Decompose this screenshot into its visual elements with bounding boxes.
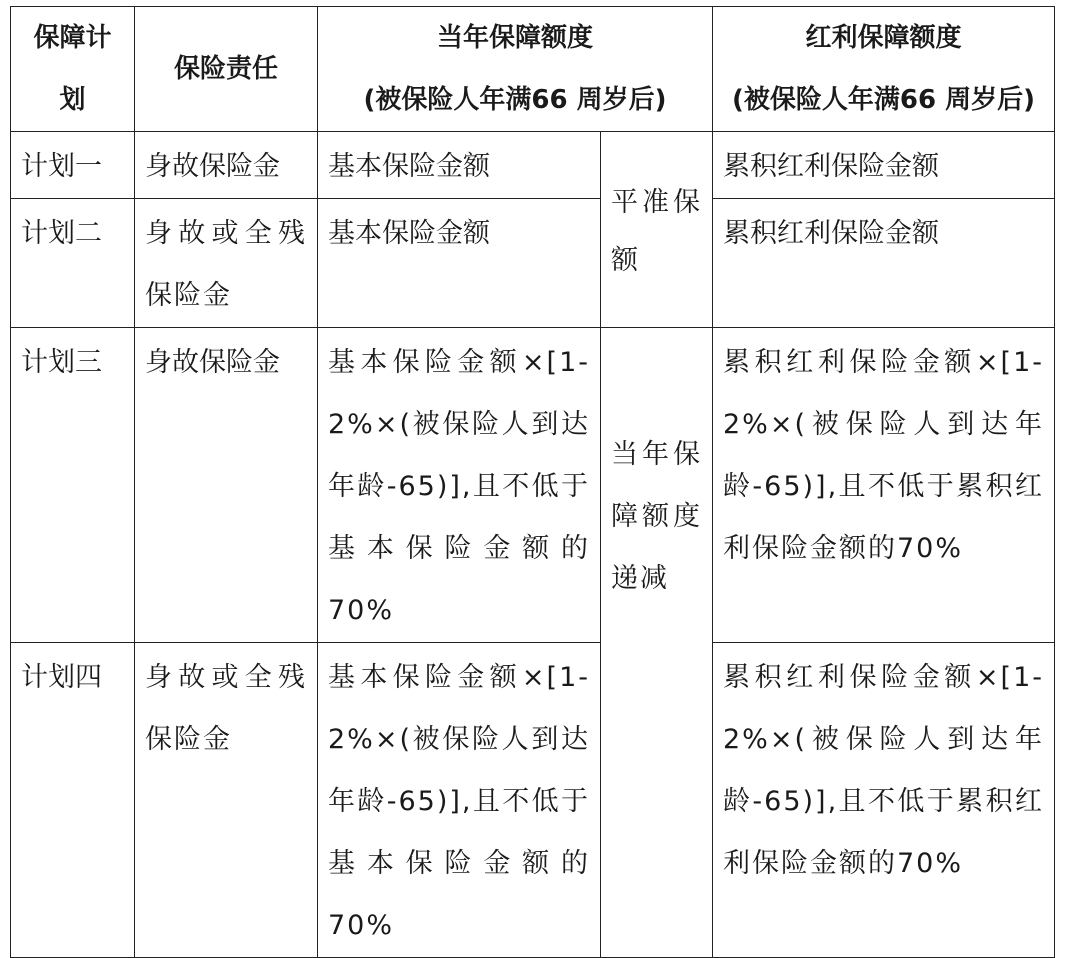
liability-cell: 身故或全残保险金: [135, 643, 318, 958]
current-coverage-cell: 基本保险金额: [318, 132, 601, 199]
plan-cell: 计划三: [11, 328, 135, 643]
plan-cell: 计划四: [11, 643, 135, 958]
table-row: [11, 328, 1055, 643]
header-plan: [11, 7, 135, 132]
header-current-coverage: [318, 7, 713, 132]
header-plan-text: 保障计划: [33, 23, 112, 115]
current-coverage-cell: 基本保险金额×[1-2%×(被保险人到达年龄-65)],且不低于基本保险金额的70%: [318, 643, 601, 958]
header-row: [11, 7, 1055, 132]
bonus-coverage-cell: 累积红利保险金额×[1-2%×(被保险人到达年龄-65)],且不低于累积红利保险金额的70%: [713, 328, 1055, 643]
level-coverage-text: 平准保额: [611, 186, 702, 276]
level-coverage-merged-cell: [601, 132, 713, 328]
header-liability-text: 保险责任: [173, 54, 278, 84]
coverage-table: [10, 6, 1055, 958]
coverage-table-container: [10, 6, 1055, 958]
liability-cell: 身故或全残保险金: [135, 199, 318, 328]
header-current-sub: (被保险人年满66 周岁后): [363, 85, 667, 115]
bonus-coverage-cell: 累积红利保险金额×[1-2%×(被保险人到达年龄-65)],且不低于累积红利保险金额的70%: [713, 643, 1055, 958]
header-liability: [135, 7, 318, 132]
header-bonus-coverage: [713, 7, 1055, 132]
bonus-coverage-cell: 累积红利保险金额: [713, 132, 1055, 199]
table-row: [11, 132, 1055, 199]
header-bonus-title: 红利保障额度: [805, 23, 962, 53]
current-coverage-cell: 基本保险金额: [318, 199, 601, 328]
liability-cell: 身故保险金: [135, 132, 318, 199]
plan-cell: 计划二: [11, 199, 135, 328]
current-coverage-cell: 基本保险金额×[1-2%×(被保险人到达年龄-65)],且不低于基本保险金额的70%: [318, 328, 601, 643]
table-row: [11, 643, 1055, 958]
header-current-title: 当年保障额度: [436, 23, 593, 53]
decreasing-coverage-text: 当年保障额度递减: [611, 439, 702, 594]
decreasing-coverage-merged-cell: [601, 328, 713, 958]
plan-cell: 计划一: [11, 132, 135, 199]
table-row: [11, 199, 1055, 328]
bonus-coverage-cell: 累积红利保险金额: [713, 199, 1055, 328]
liability-cell: 身故保险金: [135, 328, 318, 643]
header-bonus-sub: (被保险人年满66 周岁后): [732, 85, 1035, 115]
